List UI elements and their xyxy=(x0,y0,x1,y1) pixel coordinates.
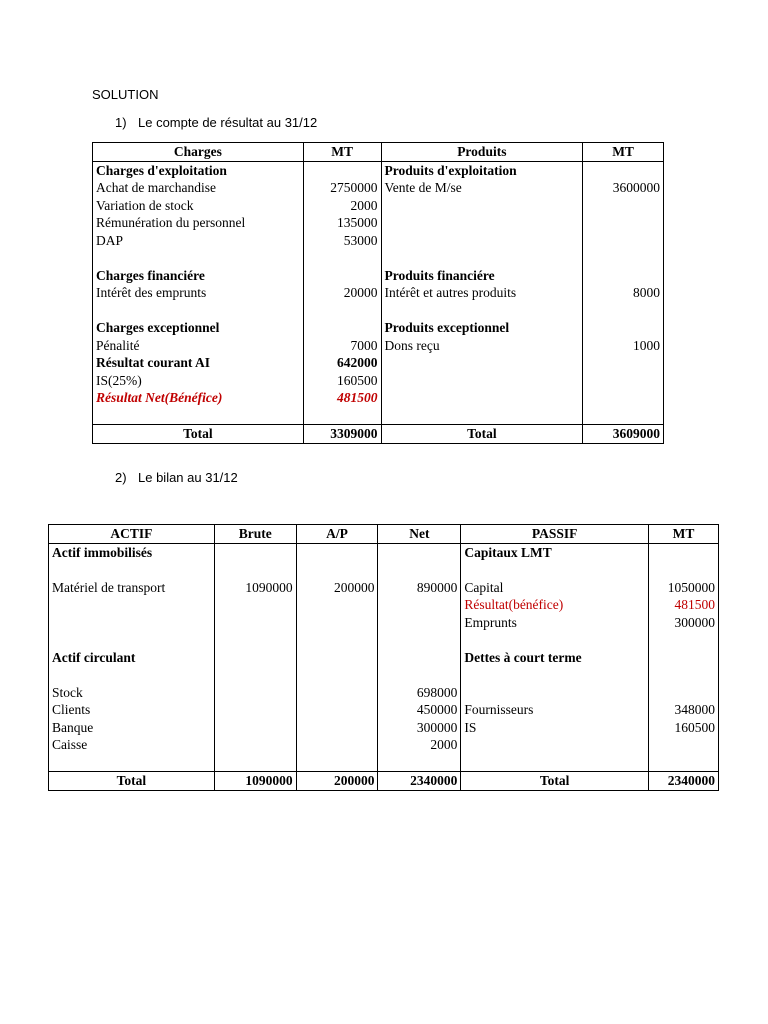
passif-amount xyxy=(649,561,719,579)
net-amount xyxy=(378,754,461,772)
net-amount xyxy=(378,649,461,667)
product-label: Produits d'exploitation xyxy=(381,161,583,179)
ap-amount xyxy=(296,754,378,772)
table-row xyxy=(93,319,664,337)
net-amount: 450000 xyxy=(378,701,461,719)
table-row xyxy=(93,179,664,197)
brute-amount: 1090000 xyxy=(214,579,296,597)
net-amount xyxy=(378,596,461,614)
table-row xyxy=(93,389,664,407)
brute-amount xyxy=(214,754,296,772)
product-label xyxy=(381,389,583,407)
passif-total-label: Total xyxy=(461,772,649,791)
charge-label: Intérêt des emprunts xyxy=(93,284,304,302)
net-amount xyxy=(378,543,461,561)
charges-mt-header: MT xyxy=(303,143,381,162)
table-row xyxy=(93,302,664,320)
charge-amount xyxy=(303,161,381,179)
table-row xyxy=(49,543,719,561)
table-row xyxy=(49,561,719,579)
actif-label xyxy=(49,631,215,649)
charge-amount xyxy=(303,319,381,337)
ap-amount xyxy=(296,649,378,667)
produits-total: 3609000 xyxy=(583,425,664,444)
charge-amount xyxy=(303,267,381,285)
table-row xyxy=(49,649,719,667)
income-statement-table xyxy=(92,142,664,444)
q2-number: 2) xyxy=(115,470,127,485)
table-row xyxy=(93,354,664,372)
product-amount xyxy=(583,267,664,285)
table-row xyxy=(93,337,664,355)
ap-header: A/P xyxy=(296,525,378,544)
charge-label: Résultat Net(Bénéfice) xyxy=(93,389,304,407)
table-row xyxy=(49,684,719,702)
solution-heading: SOLUTION xyxy=(92,87,159,102)
passif-label: Dettes à court terme xyxy=(461,649,649,667)
passif-amount xyxy=(649,684,719,702)
passif-amount xyxy=(649,736,719,754)
passif-label: Capitaux LMT xyxy=(461,543,649,561)
table-row xyxy=(49,579,719,597)
passif-amount: 348000 xyxy=(649,701,719,719)
product-amount xyxy=(583,354,664,372)
product-label xyxy=(381,249,583,267)
actif-label: Actif circulant xyxy=(49,649,215,667)
table-row xyxy=(49,666,719,684)
passif-label: IS xyxy=(461,719,649,737)
passif-amount: 1050000 xyxy=(649,579,719,597)
table-row xyxy=(93,267,664,285)
actif-label: Matériel de transport xyxy=(49,579,215,597)
product-label xyxy=(381,232,583,250)
balance-sheet-table xyxy=(48,524,719,791)
table-row xyxy=(93,249,664,267)
passif-amount: 160500 xyxy=(649,719,719,737)
table-row xyxy=(93,407,664,425)
passif-amount: 300000 xyxy=(649,614,719,632)
table-row xyxy=(49,631,719,649)
passif-total: 2340000 xyxy=(649,772,719,791)
passif-label: Fournisseurs xyxy=(461,701,649,719)
charge-label: Charges exceptionnel xyxy=(93,319,304,337)
charges-header: Charges xyxy=(93,143,304,162)
actif-total-label: Total xyxy=(49,772,215,791)
actif-label xyxy=(49,614,215,632)
passif-amount xyxy=(649,666,719,684)
charge-amount: 2000 xyxy=(303,197,381,215)
product-amount xyxy=(583,197,664,215)
product-amount: 8000 xyxy=(583,284,664,302)
charge-amount: 481500 xyxy=(303,389,381,407)
product-label: Vente de M/se xyxy=(381,179,583,197)
net-amount xyxy=(378,666,461,684)
product-amount: 1000 xyxy=(583,337,664,355)
product-label: Dons reçu xyxy=(381,337,583,355)
ap-amount xyxy=(296,684,378,702)
actif-label: Clients xyxy=(49,701,215,719)
product-amount xyxy=(583,389,664,407)
table-row xyxy=(49,596,719,614)
ap-amount xyxy=(296,596,378,614)
ap-amount xyxy=(296,543,378,561)
charge-label: Achat de marchandise xyxy=(93,179,304,197)
actif-label: Banque xyxy=(49,719,215,737)
passif-amount xyxy=(649,754,719,772)
brute-amount xyxy=(214,719,296,737)
product-amount: 3600000 xyxy=(583,179,664,197)
net-amount: 890000 xyxy=(378,579,461,597)
charge-amount: 160500 xyxy=(303,372,381,390)
produits-mt-header: MT xyxy=(583,143,664,162)
ap-amount xyxy=(296,561,378,579)
brute-amount xyxy=(214,649,296,667)
charge-label: Charges financiére xyxy=(93,267,304,285)
table-row xyxy=(49,701,719,719)
brute-amount xyxy=(214,561,296,579)
passif-mt-header: MT xyxy=(649,525,719,544)
table-row xyxy=(93,214,664,232)
charge-label: Variation de stock xyxy=(93,197,304,215)
net-amount xyxy=(378,631,461,649)
passif-label: Emprunts xyxy=(461,614,649,632)
q2-title: Le bilan au 31/12 xyxy=(138,470,238,485)
ap-amount xyxy=(296,701,378,719)
actif-label xyxy=(49,561,215,579)
charges-total-label: Total xyxy=(93,425,304,444)
table-row xyxy=(49,614,719,632)
passif-label xyxy=(461,666,649,684)
charge-label: IS(25%) xyxy=(93,372,304,390)
ap-amount: 200000 xyxy=(296,579,378,597)
product-label xyxy=(381,372,583,390)
ap-amount xyxy=(296,666,378,684)
table-row xyxy=(49,719,719,737)
charge-amount xyxy=(303,249,381,267)
table-row xyxy=(93,161,664,179)
product-label: Produits financiére xyxy=(381,267,583,285)
product-amount xyxy=(583,214,664,232)
charge-label: Pénalité xyxy=(93,337,304,355)
net-total: 2340000 xyxy=(378,772,461,791)
net-amount xyxy=(378,614,461,632)
charge-label: Rémunération du personnel xyxy=(93,214,304,232)
brute-amount xyxy=(214,596,296,614)
brute-amount xyxy=(214,543,296,561)
passif-label xyxy=(461,631,649,649)
actif-label: Actif immobilisés xyxy=(49,543,215,561)
passif-label xyxy=(461,754,649,772)
net-amount xyxy=(378,561,461,579)
actif-label: Stock xyxy=(49,684,215,702)
passif-label xyxy=(461,561,649,579)
charges-total: 3309000 xyxy=(303,425,381,444)
brute-amount xyxy=(214,614,296,632)
product-amount xyxy=(583,302,664,320)
product-label xyxy=(381,214,583,232)
ap-amount xyxy=(296,719,378,737)
passif-label: Résultat(bénéfice) xyxy=(461,596,649,614)
ap-total: 200000 xyxy=(296,772,378,791)
charge-label xyxy=(93,249,304,267)
actif-header: ACTIF xyxy=(49,525,215,544)
actif-label xyxy=(49,596,215,614)
actif-label xyxy=(49,666,215,684)
q1-title: Le compte de résultat au 31/12 xyxy=(138,115,318,130)
table-row xyxy=(93,284,664,302)
brute-total: 1090000 xyxy=(214,772,296,791)
q1-number: 1) xyxy=(115,115,127,130)
charge-label: Charges d'exploitation xyxy=(93,161,304,179)
brute-amount xyxy=(214,701,296,719)
charge-amount: 7000 xyxy=(303,337,381,355)
passif-amount xyxy=(649,649,719,667)
actif-label: Caisse xyxy=(49,736,215,754)
net-amount: 2000 xyxy=(378,736,461,754)
passif-label: Capital xyxy=(461,579,649,597)
total-row xyxy=(49,772,719,791)
charge-amount: 642000 xyxy=(303,354,381,372)
charge-label xyxy=(93,407,304,425)
passif-amount xyxy=(649,543,719,561)
net-amount: 698000 xyxy=(378,684,461,702)
charge-amount xyxy=(303,302,381,320)
product-amount xyxy=(583,249,664,267)
table-row xyxy=(49,736,719,754)
brute-amount xyxy=(214,631,296,649)
product-label xyxy=(381,354,583,372)
table-row xyxy=(49,754,719,772)
charge-amount: 2750000 xyxy=(303,179,381,197)
charge-label xyxy=(93,302,304,320)
product-amount xyxy=(583,161,664,179)
passif-label xyxy=(461,736,649,754)
product-amount xyxy=(583,372,664,390)
product-amount xyxy=(583,232,664,250)
table-row xyxy=(93,372,664,390)
passif-amount xyxy=(649,631,719,649)
charge-label: DAP xyxy=(93,232,304,250)
charge-label: Résultat courant AI xyxy=(93,354,304,372)
ap-amount xyxy=(296,736,378,754)
net-amount: 300000 xyxy=(378,719,461,737)
table-row xyxy=(93,197,664,215)
brute-amount xyxy=(214,736,296,754)
charge-amount xyxy=(303,407,381,425)
charge-amount: 135000 xyxy=(303,214,381,232)
charge-amount: 20000 xyxy=(303,284,381,302)
product-label xyxy=(381,407,583,425)
net-header: Net xyxy=(378,525,461,544)
brute-amount xyxy=(214,666,296,684)
product-label xyxy=(381,197,583,215)
charge-amount: 53000 xyxy=(303,232,381,250)
product-label: Produits exceptionnel xyxy=(381,319,583,337)
total-row xyxy=(93,425,664,444)
passif-header: PASSIF xyxy=(461,525,649,544)
actif-label xyxy=(49,754,215,772)
passif-amount: 481500 xyxy=(649,596,719,614)
table-row xyxy=(93,232,664,250)
brute-header: Brute xyxy=(214,525,296,544)
ap-amount xyxy=(296,614,378,632)
product-label: Intérêt et autres produits xyxy=(381,284,583,302)
passif-label xyxy=(461,684,649,702)
ap-amount xyxy=(296,631,378,649)
produits-header: Produits xyxy=(381,143,583,162)
produits-total-label: Total xyxy=(381,425,583,444)
product-label xyxy=(381,302,583,320)
brute-amount xyxy=(214,684,296,702)
product-amount xyxy=(583,407,664,425)
product-amount xyxy=(583,319,664,337)
